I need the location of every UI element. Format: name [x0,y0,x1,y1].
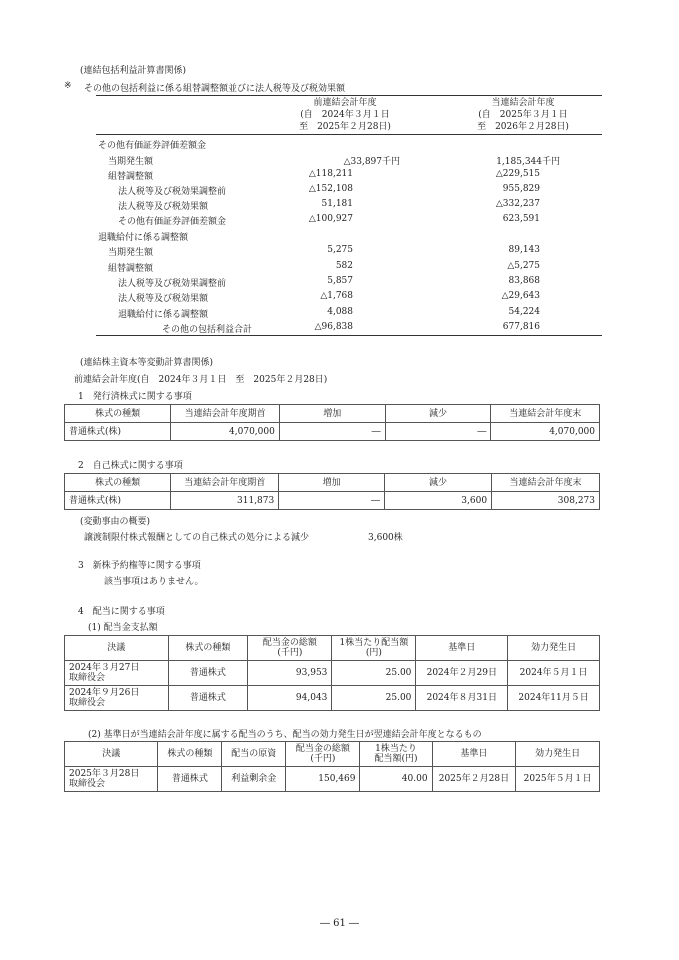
col-header: 株式の種類 [158,742,222,767]
comp-row-label: 退職給付に係る調整額 [118,310,209,320]
col-header: 決議 [65,636,169,661]
treasury-shares-table [64,473,600,510]
cell: 25.00 [332,686,416,711]
cell: 普通株式 [168,661,248,686]
s4-title: 4 配当に関する事項 [78,607,165,617]
s4-1-title: (1) 配当金支払額 [88,623,158,633]
col-header: 減少 [385,405,491,423]
comp-row-curr: 54,224 [508,307,540,317]
col-header: 株式の種類 [168,636,248,661]
col-header: 当連結会計年度末 [491,405,600,423]
comp-row-curr: △229,515 [495,169,540,179]
s3-text: 該当事項はありません。 [104,577,204,587]
prev-header-line-3: 至 2025年２月28日) [299,122,391,132]
comp-row-curr: △29,643 [501,291,540,301]
comp-bottom-rule [96,335,602,336]
table-row [65,686,600,711]
comp-row-prev: 4,088 [327,307,353,317]
cell: 2024年９月26日 取締役会 [65,686,169,711]
table-header-row [65,405,600,423]
cell: 2024年11月５日 [508,686,600,711]
comp-row-label: 組替調整額 [108,172,154,182]
s2-note-text: 譲渡制限付株式報酬としての自己株式の処分による減少 [84,533,310,543]
cell: 93,953 [248,661,332,686]
curr-header-line-1: 当連結会計年度 [491,98,555,108]
curr-header-line-3: 至 2026年２月28日) [477,122,569,132]
s2-note-value: 3,600株 [368,533,403,543]
cell: ― [385,423,491,441]
comp-row-label: 法人税等及び税効果調整前 [118,187,227,197]
comp-row-curr: △5,275 [507,261,540,271]
cell: 普通株式 [158,767,222,792]
prev-header-line-2: (自 2024年３月１日 [300,110,390,120]
col-header: 当連結会計年度期首 [171,474,279,492]
comp-row-label: 法人税等及び税効果額 [118,294,209,304]
comp-row-prev: △96,838 [314,322,353,332]
comp-row-label: 当期発生額 [108,248,154,258]
table-header-row [65,742,600,767]
table-row [65,492,600,510]
comp-row-curr: 623,591 [502,214,540,224]
col-header: 減少 [385,474,492,492]
cell: 普通株式(株) [65,423,171,441]
s3-title: 3 新株予約権等に関する事項 [78,561,201,571]
comp-row-curr: 955,829 [502,184,540,194]
comp-row-prev: 51,181 [321,199,353,209]
col-header: 株式の種類 [65,405,171,423]
cell: 3,600 [385,492,492,510]
cell: 2024年８月31日 [416,686,508,711]
comp-row-label: その他の包括利益合計 [162,325,253,335]
col-header: 基準日 [416,636,508,661]
comp-row-label: その他有価証券評価差額金 [118,217,227,227]
cell: 4,070,000 [491,423,600,441]
cell: 普通株式(株) [65,492,171,510]
comp-row-label: 退職給付に係る調整額 [98,233,189,243]
cell: 利益剰余金 [222,767,286,792]
comp-row-prev: △33,897千円 [343,157,400,167]
comp-row-label: その他有価証券評価差額金 [98,141,207,151]
cell: 2025年２月28日 [432,767,516,792]
prev-header-line-1: 前連結会計年度 [313,98,377,108]
cell: ― [279,423,385,441]
comp-row-label: 法人税等及び税効果調整前 [118,279,227,289]
cell: 25.00 [332,661,416,686]
curr-header-line-2: (自 2025年３月１日 [478,110,568,120]
cell: 2024年２月29日 [416,661,508,686]
col-header: 増加 [279,405,385,423]
comp-row-curr: 89,143 [508,245,540,255]
cell: 2025年３月28日 取締役会 [65,767,158,792]
comp-heading: (連結包括利益計算書関係) [80,66,187,76]
col-header: 当連結会計年度末 [492,474,600,492]
cell: 150,469 [286,767,360,792]
col-header: 増加 [279,474,385,492]
col-header: 1株当たり 配当額(円) [360,742,432,767]
cell: 2024年３月27日 取締役会 [65,661,169,686]
s2-note-title: (変動事由の概要) [80,517,151,527]
cell: 普通株式 [168,686,248,711]
comp-row-prev: △118,211 [308,169,353,179]
comp-header-rule [96,134,602,135]
col-header: 基準日 [432,742,516,767]
col-header: 株式の種類 [65,474,171,492]
s4-2-title: (2) 基準日が当連結会計年度に属する配当のうち、配当の効力発生日が翌連結会計年度となるもの [88,730,482,740]
cell: ― [279,492,385,510]
cell: 40.00 [360,767,432,792]
comp-row-curr: 83,868 [508,276,540,286]
col-header: 当連結会計年度期首 [171,405,280,423]
table-header-row [65,474,600,492]
comp-row-curr: 677,816 [502,322,540,332]
table-row [65,661,600,686]
prev-period-header [270,97,420,133]
dividends-paid-table [64,635,600,711]
col-header: 配当金の総額 (千円) [248,636,332,661]
cell: 308,273 [492,492,600,510]
comp-row-prev: 5,857 [327,276,353,286]
col-header: 決議 [65,742,158,767]
cell: 2025年５月１日 [516,767,600,792]
col-header: 配当金の総額 (千円) [286,742,360,767]
comp-row-label: 当期発生額 [108,157,154,167]
dividends-next-year-table [64,741,600,792]
s2-title: 2 自己株式に関する事項 [78,461,183,471]
col-header: 効力発生日 [508,636,600,661]
comp-row-label: 法人税等及び税効果額 [118,202,209,212]
comp-row-label: 組替調整額 [108,264,154,274]
cell: 2024年５月１日 [508,661,600,686]
page-number: ― 61 ― [319,918,360,929]
comp-row-curr: 1,185,344千円 [496,157,560,167]
s1-title: 1 発行済株式に関する事項 [78,392,192,402]
cell: 94,043 [248,686,332,711]
col-header: 効力発生日 [516,742,600,767]
table-row [65,423,600,441]
comp-row-prev: 5,275 [327,245,353,255]
comp-row-prev: △1,768 [320,291,353,301]
comp-row-prev: △100,927 [308,214,353,224]
issued-shares-table [64,404,600,441]
col-header: 1株当たり配当額 (円) [332,636,416,661]
curr-period-header [448,97,598,133]
cell: 311,873 [171,492,279,510]
comp-row-prev: 582 [335,261,353,271]
table-header-row [65,636,600,661]
note-mark: ※ [64,81,72,91]
comp-row-prev: △152,108 [308,184,353,194]
comp-note: その他の包括利益に係る組替調整額並びに法人税等及び税効果額 [84,84,346,94]
cell: 4,070,000 [171,423,280,441]
comp-top-rule [96,95,602,96]
table-row [65,767,600,792]
equity-heading: (連結株主資本等変動計算書関係) [80,358,214,368]
comp-row-curr: △332,237 [495,199,540,209]
col-header: 配当の原資 [222,742,286,767]
equity-period: 前連結会計年度(自 2024年３月１日 至 2025年２月28日) [74,375,328,385]
